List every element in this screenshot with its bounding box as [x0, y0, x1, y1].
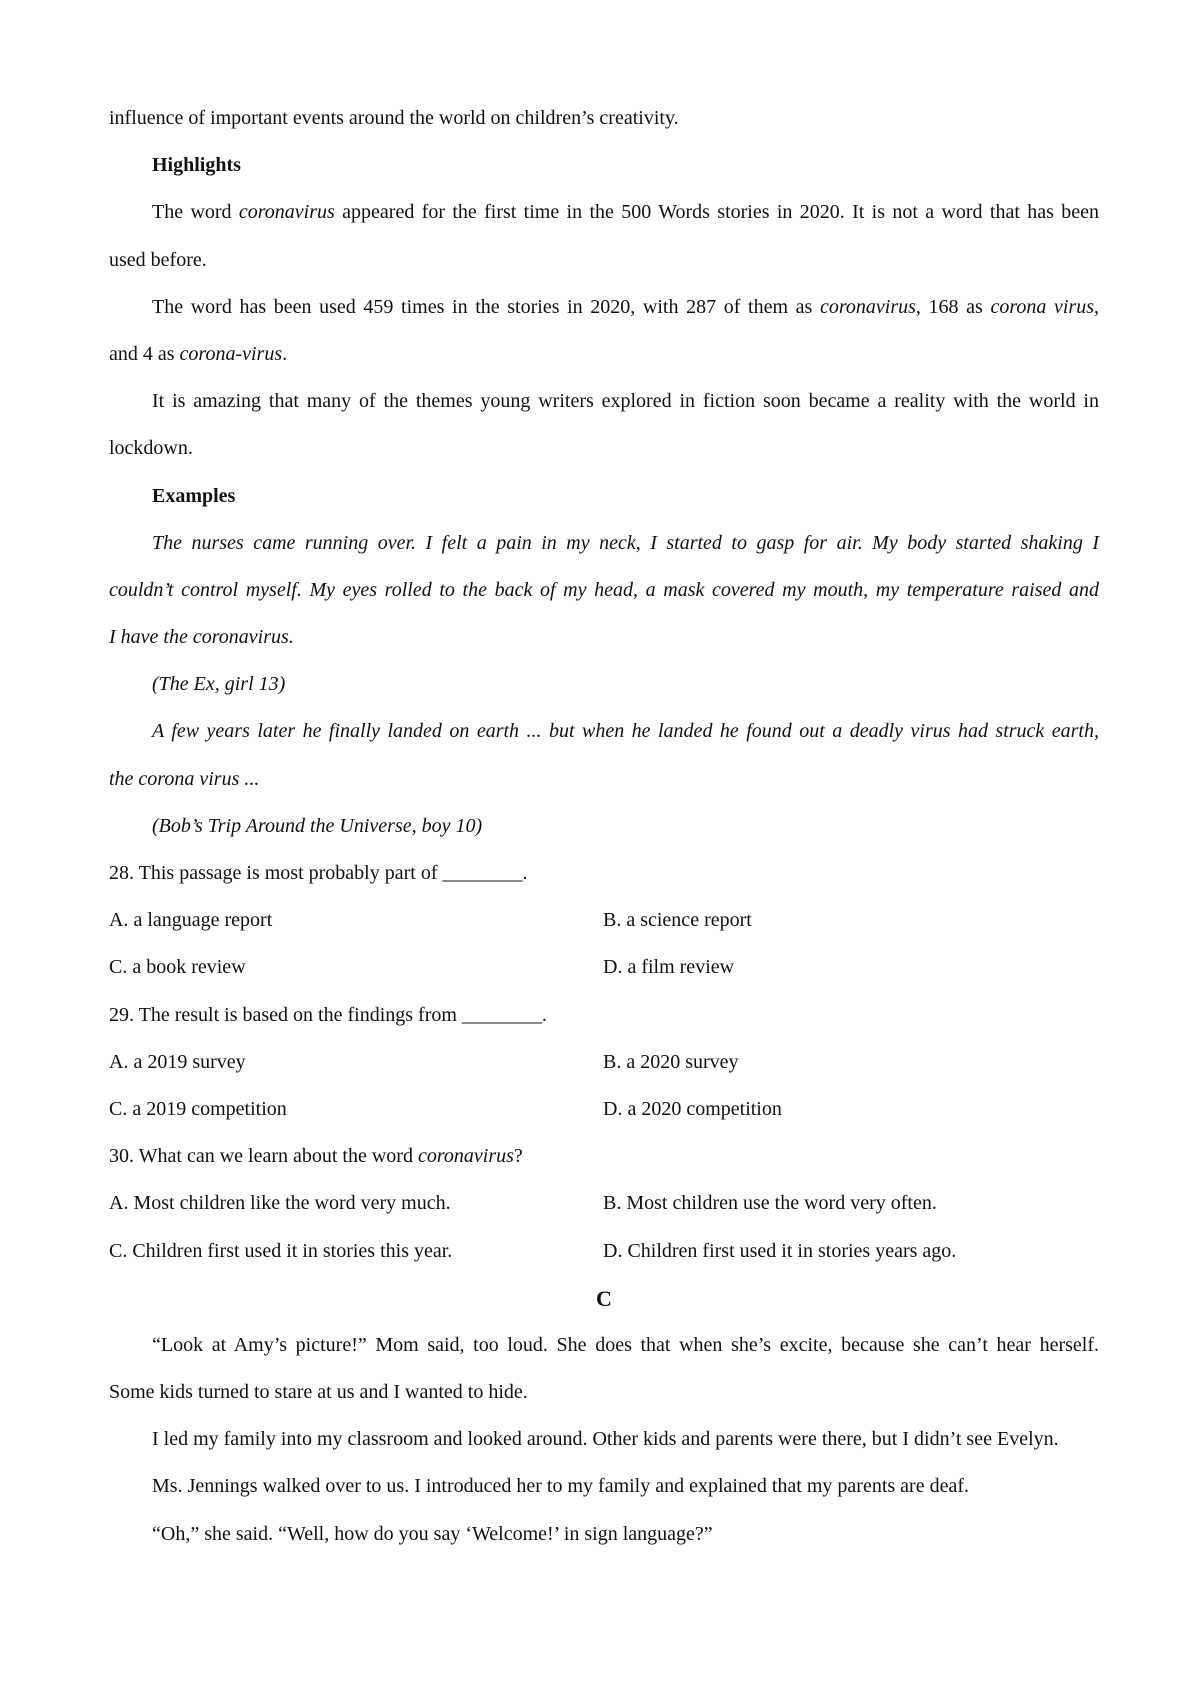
paragraph-text: Ms. Jennings walked over to us. I introduced her to my family and explained that my parents are deaf.	[152, 1475, 969, 1498]
example-text: couldn’t control myself. My eyes rolled to the back of my head, a mask covered my mouth, my temperature raised and	[109, 578, 1099, 601]
paragraph-text: ,	[1094, 295, 1100, 318]
highlights-paragraph-2-line-2	[109, 331, 1099, 378]
example-1-line-2	[109, 567, 1099, 614]
question-stem: 30. What can we learn about the word	[109, 1145, 418, 1168]
italic-term: coronavirus	[238, 201, 335, 224]
example-text: the corona virus ...	[109, 767, 260, 790]
question-30-options-row-1	[109, 1180, 1099, 1227]
question-29-options-row-1	[109, 1039, 1099, 1086]
paragraph-text: The word	[152, 201, 239, 224]
exam-page	[109, 95, 1099, 1558]
paragraph-text: appeared for the first time in the 500 Words stories in 2020. It is not a word that has been	[334, 201, 1099, 224]
question-28-options-row-1	[109, 897, 1099, 944]
option-b[interactable]: B. Most children use the word very often.	[603, 1192, 937, 1215]
question-stem: 29. The result is based on the findings from ________.	[109, 1003, 547, 1026]
example-1-source	[109, 661, 1099, 708]
question-28-options-row-2	[109, 944, 1099, 991]
italic-term: coronavirus	[819, 295, 916, 318]
highlights-heading	[109, 142, 1099, 189]
example-text: I have the coronavirus.	[109, 626, 294, 649]
question-30-stem	[109, 1133, 1099, 1180]
passage-c-paragraph-3	[109, 1463, 1099, 1510]
paragraph-text: and 4 as	[109, 342, 180, 365]
paragraph-text: “Oh,” she said. “Well, how do you say ‘Welcome!’ in sign language?”	[152, 1522, 713, 1545]
example-1-line-3	[109, 614, 1099, 661]
paragraph-text: , 168 as	[915, 295, 991, 318]
paragraph-text: I led my family into my classroom and looked around. Other kids and parents were there, but I didn’t see Evelyn.	[152, 1428, 1059, 1451]
paragraph-text: used before.	[109, 248, 207, 271]
section-heading: Examples	[152, 484, 236, 507]
option-c[interactable]: C. Children first used it in stories this year.	[109, 1239, 453, 1262]
option-d[interactable]: D. Children first used it in stories years ago.	[603, 1239, 957, 1262]
question-stem: ?	[513, 1145, 523, 1168]
example-text: A few years later he finally landed on earth ... but when he landed he found out a deadly virus had struck earth,	[152, 720, 1099, 743]
option-b[interactable]: B. a science report	[603, 909, 752, 932]
section-letter: C	[596, 1285, 612, 1311]
paragraph-text: “Look at Amy’s picture!” Mom said, too loud. She does that when she’s excite, because she can’t hear herself.	[152, 1333, 1099, 1356]
option-d[interactable]: D. a 2020 competition	[603, 1097, 782, 1120]
option-d[interactable]: D. a film review	[603, 956, 735, 979]
paragraph-text: It is amazing that many of the themes young writers explored in fiction soon became a reality with the world in	[152, 390, 1099, 413]
option-a[interactable]: A. a language report	[109, 909, 273, 932]
examples-heading	[109, 473, 1099, 520]
example-source: (The Ex, girl 13)	[152, 673, 286, 696]
option-b[interactable]: B. a 2020 survey	[603, 1050, 739, 1073]
option-a[interactable]: A. Most children like the word very much.	[109, 1192, 451, 1215]
highlights-paragraph-2-line-1	[109, 284, 1099, 331]
highlights-paragraph-3-line-1	[109, 378, 1099, 425]
example-source: (Bob’s Trip Around the Universe, boy 10)	[152, 814, 483, 837]
highlights-paragraph-1-line-1	[109, 189, 1099, 236]
paragraph-text: The word has been used 459 times in the stories in 2020, with 287 of them as	[152, 295, 820, 318]
paragraph-text: influence of important events around the world on children’s creativity.	[109, 107, 679, 129]
example-1-line-1	[109, 520, 1099, 567]
passage-c-paragraph-2	[109, 1416, 1099, 1463]
passage-c-paragraph-4	[109, 1511, 1099, 1558]
passage-c-paragraph-1-line-1	[109, 1322, 1099, 1369]
paragraph-text: lockdown.	[109, 437, 193, 460]
example-2-source	[109, 803, 1099, 850]
question-28-stem	[109, 850, 1099, 897]
highlights-paragraph-3-line-2	[109, 425, 1099, 472]
passage-b-intro-line	[109, 95, 1099, 142]
example-text: The nurses came running over. I felt a pain in my neck, I started to gasp for air. My body started shaking I	[152, 531, 1099, 554]
paragraph-text: Some kids turned to stare at us and I wanted to hide.	[109, 1381, 528, 1404]
highlights-paragraph-1-line-2	[109, 237, 1099, 284]
passage-c-heading	[109, 1275, 1099, 1322]
option-c[interactable]: C. a 2019 competition	[109, 1097, 287, 1120]
question-29-options-row-2	[109, 1086, 1099, 1133]
italic-term: corona virus	[990, 295, 1095, 318]
question-29-stem	[109, 992, 1099, 1039]
italic-term: coronavirus	[417, 1145, 514, 1168]
italic-term: corona-virus	[179, 342, 283, 365]
example-2-line-1	[109, 708, 1099, 755]
example-2-line-2	[109, 756, 1099, 803]
option-a[interactable]: A. a 2019 survey	[109, 1050, 246, 1073]
section-heading: Highlights	[152, 154, 241, 177]
question-stem: 28. This passage is most probably part of ________.	[109, 862, 528, 884]
question-30-options-row-2	[109, 1228, 1099, 1275]
paragraph-text: .	[282, 342, 288, 365]
option-c[interactable]: C. a book review	[109, 956, 246, 979]
passage-c-paragraph-1-line-2	[109, 1369, 1099, 1416]
